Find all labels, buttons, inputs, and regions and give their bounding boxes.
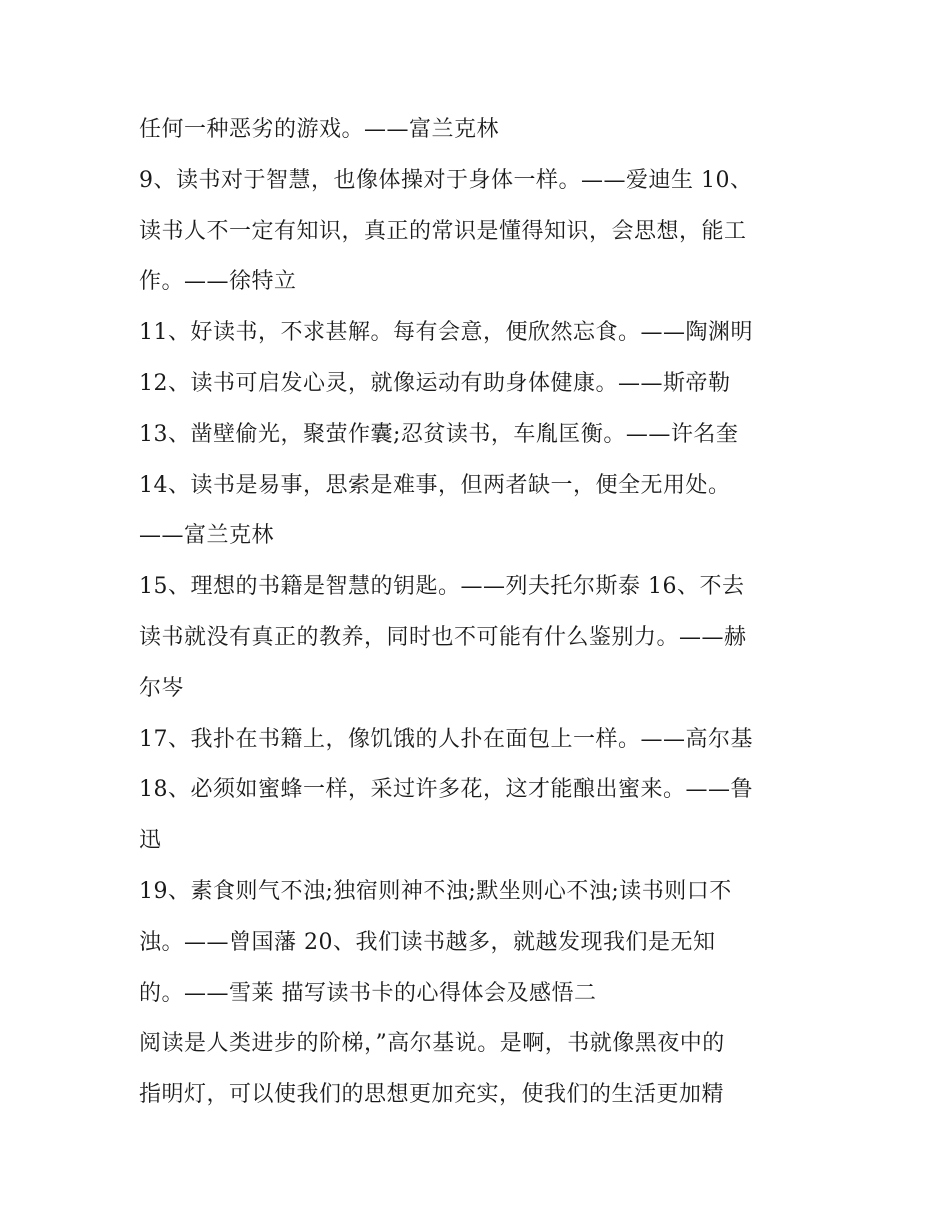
text-line: 指明灯，可以使我们的思想更加充实，使我们的生活更加精 — [139, 1082, 725, 1108]
text-line: ——富兰克林 — [139, 523, 275, 549]
text-line: 11、好读书，不求甚解。每有会意，便欣然忘食。——陶渊明 — [139, 320, 753, 346]
text-line: 19、素食则气不浊;独宿则神不浊;默坐则心不浊;读书则口不 — [139, 878, 732, 904]
text-line: 18、必须如蜜蜂一样，采过许多花，这才能酿出蜜来。——鲁 — [139, 777, 753, 803]
text-line: 15、理想的书籍是智慧的钥匙。——列夫托尔斯泰 16、不去 — [139, 574, 745, 600]
text-line: 14、读书是易事，思索是难事，但两者缺一，便全无用处。 — [139, 472, 731, 498]
text-line: 9、读书对于智慧，也像体操对于身体一样。——爱迪生 10、 — [139, 167, 753, 193]
text-line: 浊。——曾国藩 20、我们读书越多，就越发现我们是无知 — [139, 929, 716, 955]
text-line: 阅读是人类进步的阶梯，”高尔基说。是啊，书就像黑夜中的 — [139, 1031, 725, 1057]
text-line: 读书人不一定有知识，真正的常识是懂得知识，会思想，能工 — [139, 218, 747, 244]
text-line: 作。——徐特立 — [139, 269, 297, 295]
text-line: 任何一种恶劣的游戏。——富兰克林 — [139, 117, 500, 142]
text-line: 13、凿壁偷光，聚萤作囊;忍贫读书，车胤匡衡。——许名奎 — [139, 421, 739, 447]
text-line: 17、我扑在书籍上，像饥饿的人扑在面包上一样。——高尔基 — [139, 726, 753, 752]
text-line: 12、读书可启发心灵，就像运动有助身体健康。——斯帝勒 — [139, 370, 731, 396]
text-line: 迅 — [139, 828, 162, 854]
document-body — [139, 110, 819, 1126]
text-line: 尔岑 — [139, 675, 185, 701]
text-line: 读书就没有真正的教养，同时也不可能有什么鉴别力。——赫 — [139, 624, 747, 650]
text-line: 的。——雪莱 描写读书卡的心得体会及感悟二 — [139, 980, 597, 1006]
